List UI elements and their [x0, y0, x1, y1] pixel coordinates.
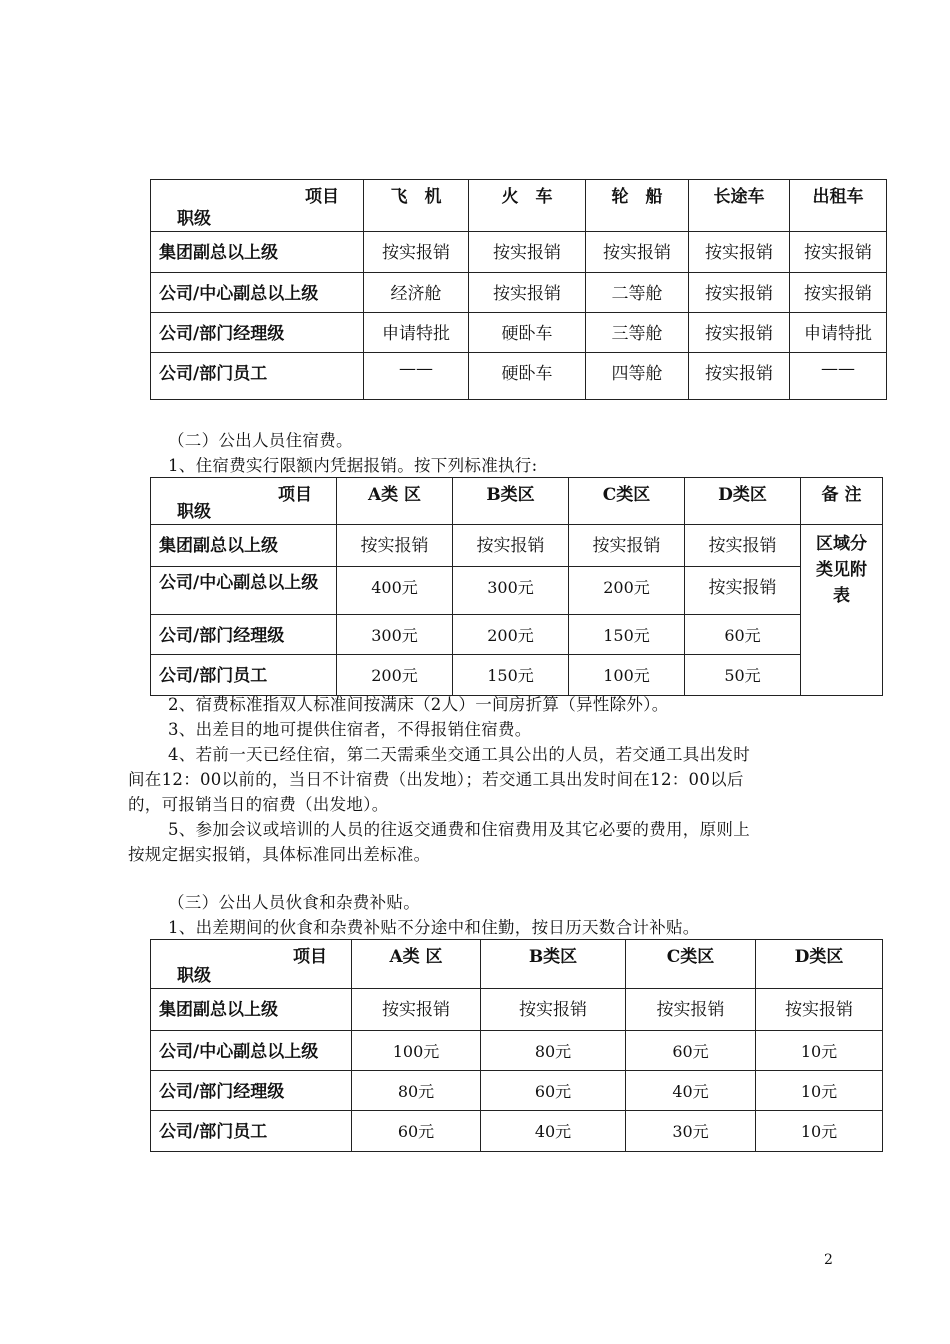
level-label: 公司/中心副总以上级: [151, 1031, 352, 1071]
table-cell: 100元: [569, 655, 685, 696]
table-cell: 按实报销: [453, 525, 569, 567]
level-label: 公司/部门经理级: [151, 313, 364, 353]
table-cell: 150元: [453, 655, 569, 696]
table-cell: 60元: [352, 1111, 481, 1152]
table-cell: 按实报销: [469, 273, 586, 313]
section3-line1: 1、出差期间的伙食和杂费补贴不分途中和住勤，按日历天数合计补贴。: [168, 918, 700, 937]
table-row: [151, 989, 883, 1031]
level-label: 公司/部门经理级: [151, 615, 337, 655]
table-cell: 60元: [626, 1031, 756, 1071]
lodging-table: [150, 477, 883, 696]
table-row: [151, 615, 883, 655]
table-cell: 200元: [569, 567, 685, 615]
table-row: [151, 313, 887, 353]
table-cell: 300元: [453, 567, 569, 615]
header-zone-c: C类区: [569, 478, 685, 525]
level-label: 公司/部门员工: [151, 353, 364, 400]
header-zone-c: C类区: [626, 940, 756, 989]
table-cell: 申请特批: [790, 313, 887, 353]
table-cell: 200元: [453, 615, 569, 655]
table-cell: 60元: [685, 615, 801, 655]
note-4-line3: 的，可报销当日的宿费（出发地）。: [128, 795, 389, 814]
header-zone-b: B类区: [453, 478, 569, 525]
table-cell: 按实报销: [756, 989, 883, 1031]
level-label: 公司/中心副总以上级: [151, 567, 337, 615]
table-cell: 10元: [756, 1071, 883, 1111]
table-cell: 10元: [756, 1031, 883, 1071]
header-zone-b: B类区: [481, 940, 626, 989]
meal-allowance-table: [150, 939, 883, 1152]
corner-item-label: 项目: [293, 947, 327, 967]
table-cell: 硬卧车: [469, 353, 586, 400]
table-cell: 40元: [481, 1111, 626, 1152]
table-cell: 50元: [685, 655, 801, 696]
table-cell: 按实报销: [689, 232, 790, 273]
table-cell: 按实报销: [685, 525, 801, 567]
table-row: [151, 1111, 883, 1152]
table-cell: 80元: [352, 1071, 481, 1111]
table-cell: 按实报销: [689, 313, 790, 353]
note-2: 2、宿费标准指双人标准间按满床（2人）一间房折算（异性除外）。: [168, 695, 669, 714]
table-cell: 二等舱: [586, 273, 689, 313]
level-label: 公司/中心副总以上级: [151, 273, 364, 313]
level-label: 公司/部门员工: [151, 655, 337, 696]
table-cell: 按实报销: [352, 989, 481, 1031]
table-cell: 300元: [337, 615, 453, 655]
table-row: [151, 567, 883, 615]
table-cell: 按实报销: [364, 232, 469, 273]
level-label: 集团副总以上级: [151, 525, 337, 567]
note-4-line2: 间在12：00以前的，当日不计宿费（出发地）；若交通工具出发时间在12：00以后: [128, 770, 744, 789]
table-cell: 150元: [569, 615, 685, 655]
table-row: [151, 1071, 883, 1111]
table-cell: 200元: [337, 655, 453, 696]
table-cell: 经济舱: [364, 273, 469, 313]
corner-cell: [151, 180, 364, 232]
note-3: 3、出差目的地可提供住宿者，不得报销住宿费。: [168, 720, 532, 739]
corner-item-label: 项目: [305, 187, 339, 207]
level-label: 公司/部门经理级: [151, 1071, 352, 1111]
table-cell: 四等舱: [586, 353, 689, 400]
table-cell: ——: [790, 353, 887, 400]
table-cell: 按实报销: [790, 232, 887, 273]
note-5-line1: 5、参加会议或培训的人员的往返交通费和住宿费用及其它必要的费用，原则上: [168, 820, 750, 839]
table-row: [151, 1031, 883, 1071]
remark-cell: 区域分类见附表: [801, 525, 883, 696]
section2-line1: 1、住宿费实行限额内凭据报销。按下列标准执行:: [168, 456, 538, 475]
table-cell: 申请特批: [364, 313, 469, 353]
page-number: 2: [824, 1252, 833, 1268]
table-cell: 80元: [481, 1031, 626, 1071]
corner-level-label: 职级: [177, 966, 211, 986]
corner-cell: [151, 940, 352, 989]
table-cell: 按实报销: [469, 232, 586, 273]
table-cell: 按实报销: [337, 525, 453, 567]
corner-item-label: 项目: [278, 485, 312, 505]
table-cell: 按实报销: [685, 567, 801, 615]
section2-title: （二）公出人员住宿费。: [168, 431, 353, 450]
header-coach: 长途车: [689, 180, 790, 232]
table-cell: 40元: [626, 1071, 756, 1111]
table-cell: 按实报销: [689, 273, 790, 313]
table-cell: 400元: [337, 567, 453, 615]
table-cell: 按实报销: [586, 232, 689, 273]
transport-table: [150, 179, 887, 400]
corner-level-label: 职级: [177, 209, 211, 229]
table-cell: 按实报销: [626, 989, 756, 1031]
header-zone-d: D类区: [685, 478, 801, 525]
corner-cell: [151, 478, 337, 525]
table-cell: ——: [364, 353, 469, 400]
level-label: 公司/部门员工: [151, 1111, 352, 1152]
header-remark: 备 注: [801, 478, 883, 525]
header-zone-d: D类区: [756, 940, 883, 989]
table-cell: 100元: [352, 1031, 481, 1071]
table-row: [151, 232, 887, 273]
header-ship: 轮 船: [586, 180, 689, 232]
level-label: 集团副总以上级: [151, 232, 364, 273]
table-cell: 60元: [481, 1071, 626, 1111]
table-cell: 30元: [626, 1111, 756, 1152]
table-cell: 按实报销: [790, 273, 887, 313]
table-cell: 按实报销: [481, 989, 626, 1031]
header-zone-a: A类 区: [337, 478, 453, 525]
section3-title: （三）公出人员伙食和杂费补贴。: [168, 893, 420, 912]
header-zone-a: A类 区: [352, 940, 481, 989]
table-cell: 10元: [756, 1111, 883, 1152]
table-row: [151, 353, 887, 400]
table-cell: 硬卧车: [469, 313, 586, 353]
note-4-line1: 4、若前一天已经住宿，第二天需乘坐交通工具公出的人员，若交通工具出发时: [168, 745, 750, 764]
table-row: [151, 655, 883, 696]
header-train: 火 车: [469, 180, 586, 232]
table-cell: 按实报销: [569, 525, 685, 567]
note-5-line2: 按规定据实报销，具体标准同出差标准。: [128, 845, 431, 864]
level-label: 集团副总以上级: [151, 989, 352, 1031]
table-row: [151, 525, 883, 567]
header-plane: 飞 机: [364, 180, 469, 232]
corner-level-label: 职级: [177, 502, 211, 522]
table-cell: 按实报销: [689, 353, 790, 400]
table-row: [151, 273, 887, 313]
header-taxi: 出租车: [790, 180, 887, 232]
table-cell: 三等舱: [586, 313, 689, 353]
